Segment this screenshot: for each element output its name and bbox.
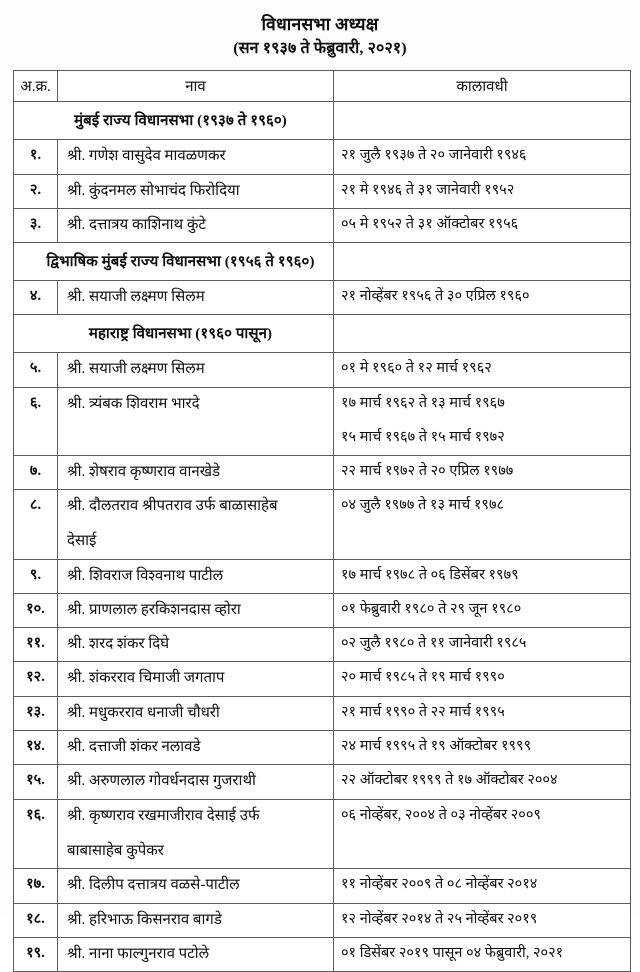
row-term-period — [334, 559, 631, 593]
speaker-name-line: श्री. गणेश वासुदेव मावळणकर — [67, 148, 226, 165]
speakers-table — [13, 70, 631, 972]
speaker-name-line: श्री. नाना फाल्गुनराव पटोले — [67, 945, 210, 962]
table-row — [14, 387, 631, 455]
row-speaker-name — [58, 628, 334, 662]
row-term-period — [334, 353, 631, 387]
speaker-name-line: श्री. शिवराज विश्वनाथ पाटील — [67, 567, 224, 584]
row-serial-number: १९. — [14, 937, 58, 971]
row-speaker-name — [58, 696, 334, 730]
table-row — [14, 140, 631, 174]
speaker-name-line: श्री. शरद शंकर दिघे — [67, 636, 170, 653]
column-header-term: कालावधी — [334, 71, 631, 102]
row-term-period — [334, 903, 631, 937]
row-speaker-name — [58, 869, 334, 903]
row-speaker-name — [58, 731, 334, 765]
row-serial-number: ३. — [14, 208, 58, 242]
term-period-line: ०२ जुलै १९८० ते ११ जानेवारी १९८५ — [341, 635, 527, 652]
table-row — [14, 593, 631, 627]
speaker-name-line: श्री. सयाजी लक्ष्मण सिलम — [67, 361, 205, 378]
speaker-name-line: श्री. दत्ताजी शंकर नलावडे — [67, 739, 201, 756]
section-header-term-blank — [334, 315, 631, 353]
row-term-period — [334, 628, 631, 662]
page-subtitle: (सन १९३७ ते फेब्रुवारी, २०२१) — [233, 39, 407, 57]
speaker-name-line: श्री. दिलीप दत्तात्रय वळसे-पाटील — [67, 877, 240, 894]
speaker-name-line: श्री. कुंदनमल सोभाचंद फिरोदिया — [67, 182, 240, 199]
row-serial-number: १२. — [14, 662, 58, 696]
table-row — [14, 489, 631, 559]
speaker-name-line: श्री. हरिभाऊ किसनराव बागडे — [67, 911, 222, 928]
row-serial-number: २. — [14, 174, 58, 208]
term-period-line: २२ ऑक्टोबर १९९९ ते १७ ऑक्टोबर २००४ — [341, 772, 558, 789]
row-speaker-name — [58, 765, 334, 799]
term-period-line: ०४ जुलै १९७७ ते १३ मार्च १९७८ — [341, 496, 505, 513]
table-row — [14, 696, 631, 730]
speaker-name-line: श्री. प्राणलाल हरकिशनदास व्होरा — [67, 601, 241, 618]
row-term-period — [334, 799, 631, 869]
speaker-name-line: श्री. सयाजी लक्ष्मण सिलम — [67, 289, 205, 306]
term-period-line: २१ मे १९४६ ते ३१ जानेवारी १९५२ — [341, 181, 515, 198]
row-term-period — [334, 489, 631, 559]
row-serial-number: ८. — [14, 489, 58, 559]
row-serial-number: ५. — [14, 353, 58, 387]
row-term-period — [334, 731, 631, 765]
row-serial-number: १६. — [14, 799, 58, 869]
speaker-name-line: श्री. शेषराव कृष्णराव वानखेडे — [67, 463, 221, 480]
term-period-line: ११ नोव्हेंबर २००९ ते ०८ नोव्हेंबर २०१४ — [341, 876, 538, 893]
column-header-name: नाव — [58, 71, 334, 102]
page-title: विधानसभा अध्यक्ष — [261, 14, 379, 34]
speaker-name-line: श्री. शंकरराव चिमाजी जगताप — [67, 670, 225, 687]
term-period-line: १७ मार्च १९७८ ते ०६ डिसेंबर १९७९ — [341, 566, 519, 583]
section-header-label: महाराष्ट्र विधानसभा (१९६० पासून) — [14, 315, 334, 353]
table-row — [14, 662, 631, 696]
row-speaker-name — [58, 662, 334, 696]
row-speaker-name — [58, 489, 334, 559]
row-speaker-name — [58, 559, 334, 593]
row-speaker-name — [58, 387, 334, 455]
speaker-name-line: श्री. मधुकरराव धनाजी चौधरी — [67, 704, 220, 721]
term-period-line: १७ मार्च १९६२ ते १३ मार्च १९६७ — [341, 394, 505, 411]
row-term-period — [334, 281, 631, 315]
row-serial-number: १५. — [14, 765, 58, 799]
term-period-line: २४ मार्च १९९५ ते १९ ऑक्टोबर १९९९ — [341, 738, 532, 755]
speaker-name-line: श्री. दत्तात्रय काशिनाथ कुंटे — [67, 216, 206, 233]
speaker-name-line: बाबासाहेब कुपेकर — [67, 842, 164, 859]
term-period-line: ०५ मे १९५२ ते ३१ ऑक्टोबर १९५६ — [341, 215, 519, 232]
term-period-line: २१ जुलै १९३७ ते २० जानेवारी १९४६ — [341, 147, 527, 164]
section-header-label: मुंबई राज्य विधानसभा (१९३७ ते १९६०) — [14, 102, 334, 140]
row-serial-number: ६. — [14, 387, 58, 455]
row-serial-number: १. — [14, 140, 58, 174]
table-row — [14, 937, 631, 971]
table-row — [14, 731, 631, 765]
table-header-row — [14, 71, 631, 102]
row-term-period — [334, 387, 631, 455]
section-header-row — [14, 102, 631, 140]
speaker-name-line: श्री. अरुणलाल गोवर्धनदास गुजराथी — [67, 773, 256, 790]
section-header-term-blank — [334, 102, 631, 140]
row-serial-number: १७. — [14, 869, 58, 903]
term-period-line: १२ नोव्हेंबर २०१४ ते २५ नोव्हेंबर २०१९ — [341, 910, 538, 927]
term-period-line: २१ मार्च १९९० ते २२ मार्च १९९५ — [341, 703, 505, 720]
row-serial-number: ४. — [14, 281, 58, 315]
term-period-line: ०१ फेब्रुवारी १९८० ते २९ जून १९८० — [341, 600, 522, 617]
speaker-name-line: श्री. कृष्णराव रखमाजीराव देसाई उर्फ — [67, 807, 260, 824]
section-header-label: द्विभाषिक मुंबई राज्य विधानसभा (१९५६ ते १९६०) — [14, 243, 334, 281]
row-speaker-name — [58, 799, 334, 869]
table-row — [14, 174, 631, 208]
row-term-period — [334, 662, 631, 696]
term-period-line: ०१ डिसेंबर २०१९ पासून ०४ फेब्रुवारी, २०२१ — [341, 944, 564, 961]
row-term-period — [334, 174, 631, 208]
column-header-serial: अ.क्र. — [14, 71, 58, 102]
row-speaker-name — [58, 281, 334, 315]
row-speaker-name — [58, 174, 334, 208]
section-header-term-blank — [334, 243, 631, 281]
row-speaker-name — [58, 937, 334, 971]
row-term-period — [334, 765, 631, 799]
row-term-period — [334, 208, 631, 242]
speakers-table-container — [13, 70, 630, 972]
row-speaker-name — [58, 903, 334, 937]
row-serial-number: १०. — [14, 593, 58, 627]
table-row — [14, 559, 631, 593]
row-serial-number: १४. — [14, 731, 58, 765]
row-speaker-name — [58, 593, 334, 627]
term-period-line: ०१ मे १९६० ते १२ मार्च १९६२ — [341, 360, 492, 377]
term-period-line: २२ मार्च १९७२ ते २० एप्रिल १९७७ — [341, 462, 514, 479]
table-row — [14, 628, 631, 662]
row-serial-number: १३. — [14, 696, 58, 730]
row-serial-number: ९. — [14, 559, 58, 593]
term-period-line: १५ मार्च १९६७ ते १५ मार्च १९७२ — [341, 429, 505, 446]
row-term-period — [334, 593, 631, 627]
speaker-name-line: देसाई — [67, 533, 97, 550]
table-row — [14, 903, 631, 937]
speaker-name-line: श्री. त्र्यंबक शिवराम भारदे — [67, 395, 200, 412]
row-speaker-name — [58, 140, 334, 174]
row-term-period — [334, 869, 631, 903]
table-row — [14, 353, 631, 387]
table-row — [14, 455, 631, 489]
row-term-period — [334, 140, 631, 174]
speaker-name-line: श्री. दौलतराव श्रीपतराव उर्फ बाळासाहेब — [67, 497, 278, 514]
term-period-line: २१ नोव्हेंबर १९५६ ते ३० एप्रिल १९६० — [341, 288, 530, 305]
section-header-row — [14, 243, 631, 281]
row-serial-number: १८. — [14, 903, 58, 937]
row-term-period — [334, 455, 631, 489]
row-serial-number: ११. — [14, 628, 58, 662]
table-row — [14, 765, 631, 799]
table-row — [14, 869, 631, 903]
table-row — [14, 281, 631, 315]
term-period-line: ०६ नोव्हेंबर, २००४ ते ०३ नोव्हेंबर २००९ — [341, 806, 541, 823]
table-row — [14, 799, 631, 869]
row-speaker-name — [58, 353, 334, 387]
document-heading — [0, 0, 640, 59]
section-header-row — [14, 315, 631, 353]
table-row — [14, 208, 631, 242]
term-period-line: २० मार्च १९८५ ते १९ मार्च १९९० — [341, 669, 505, 686]
row-term-period — [334, 696, 631, 730]
row-term-period — [334, 937, 631, 971]
row-speaker-name — [58, 455, 334, 489]
row-serial-number: ७. — [14, 455, 58, 489]
row-speaker-name — [58, 208, 334, 242]
